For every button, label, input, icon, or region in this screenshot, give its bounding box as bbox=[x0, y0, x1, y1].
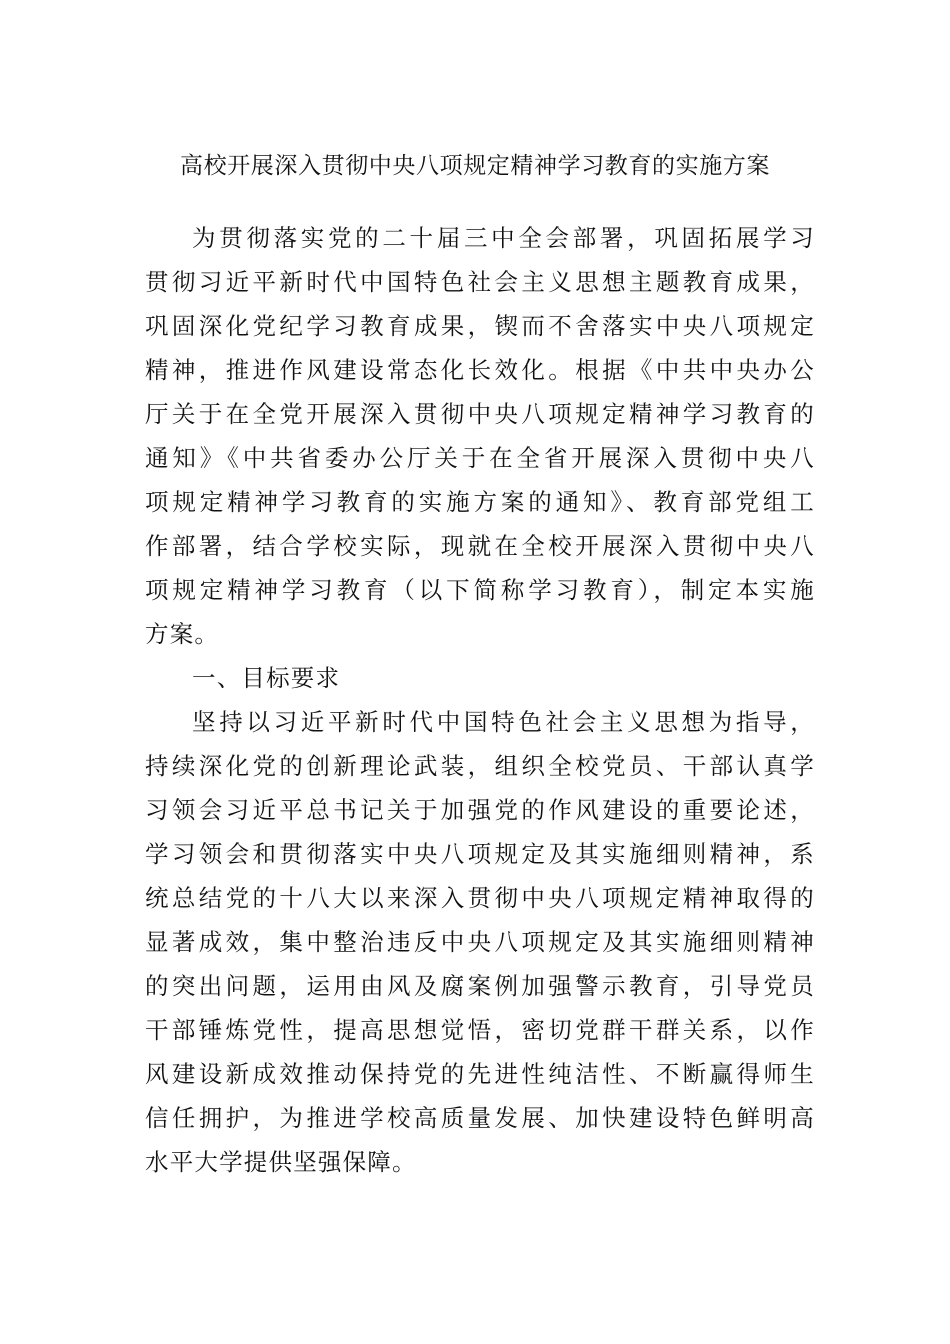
text-line: 作部署，结合学校实际，现就在全校开展深入贯彻中央八 bbox=[145, 532, 815, 560]
text-line: 为贯彻落实党的二十届三中全会部署，巩固拓展学习 bbox=[192, 224, 815, 252]
text-line: 项规定精神学习教育的实施方案的通知》、教育部党组工 bbox=[145, 488, 815, 516]
paragraph-intro bbox=[145, 222, 815, 662]
text-line: 项规定精神学习教育（以下简称学习教育），制定本实施 bbox=[145, 576, 815, 604]
text-line: 习领会习近平总书记关于加强党的作风建设的重要论述， bbox=[145, 796, 815, 824]
text-line: 干部锤炼党性，提高思想觉悟，密切党群干群关系，以作 bbox=[145, 1016, 815, 1044]
text-line: 持续深化党的创新理论武装，组织全校党员、干部认真学 bbox=[145, 752, 815, 780]
paragraph-goals bbox=[145, 706, 815, 1190]
text-line: 的突出问题，运用由风及腐案例加强警示教育，引导党员 bbox=[145, 972, 815, 1000]
document-title: 高校开展深入贯彻中央八项规定精神学习教育的实施方案 bbox=[180, 153, 770, 179]
section-heading: 一、目标要求 bbox=[192, 664, 341, 692]
text-line: 厅关于在全党开展深入贯彻中央八项规定精神学习教育的 bbox=[145, 400, 815, 428]
text-line: 巩固深化党纪学习教育成果，锲而不舍落实中央八项规定 bbox=[145, 312, 815, 340]
text-line: 风建设新成效推动保持党的先进性纯洁性、不断赢得师生 bbox=[145, 1060, 815, 1088]
document-body bbox=[145, 222, 815, 1190]
text-line: 显著成效，集中整治违反中央八项规定及其实施细则精神 bbox=[145, 928, 815, 956]
text-line: 信任拥护，为推进学校高质量发展、加快建设特色鲜明高 bbox=[145, 1104, 815, 1132]
text-line: 水平大学提供坚强保障。 bbox=[145, 1148, 417, 1176]
text-line: 精神，推进作风建设常态化长效化。根据《中共中央办公 bbox=[145, 356, 815, 384]
text-line: 方案。 bbox=[145, 620, 220, 648]
text-line: 坚持以习近平新时代中国特色社会主义思想为指导， bbox=[192, 708, 815, 736]
text-line: 通知》《中共省委办公厅关于在全省开展深入贯彻中央八 bbox=[145, 444, 815, 472]
text-line: 贯彻习近平新时代中国特色社会主义思想主题教育成果， bbox=[145, 268, 815, 296]
text-line: 统总结党的十八大以来深入贯彻中央八项规定精神取得的 bbox=[145, 884, 815, 912]
text-line: 学习领会和贯彻落实中央八项规定及其实施细则精神，系 bbox=[145, 840, 815, 868]
